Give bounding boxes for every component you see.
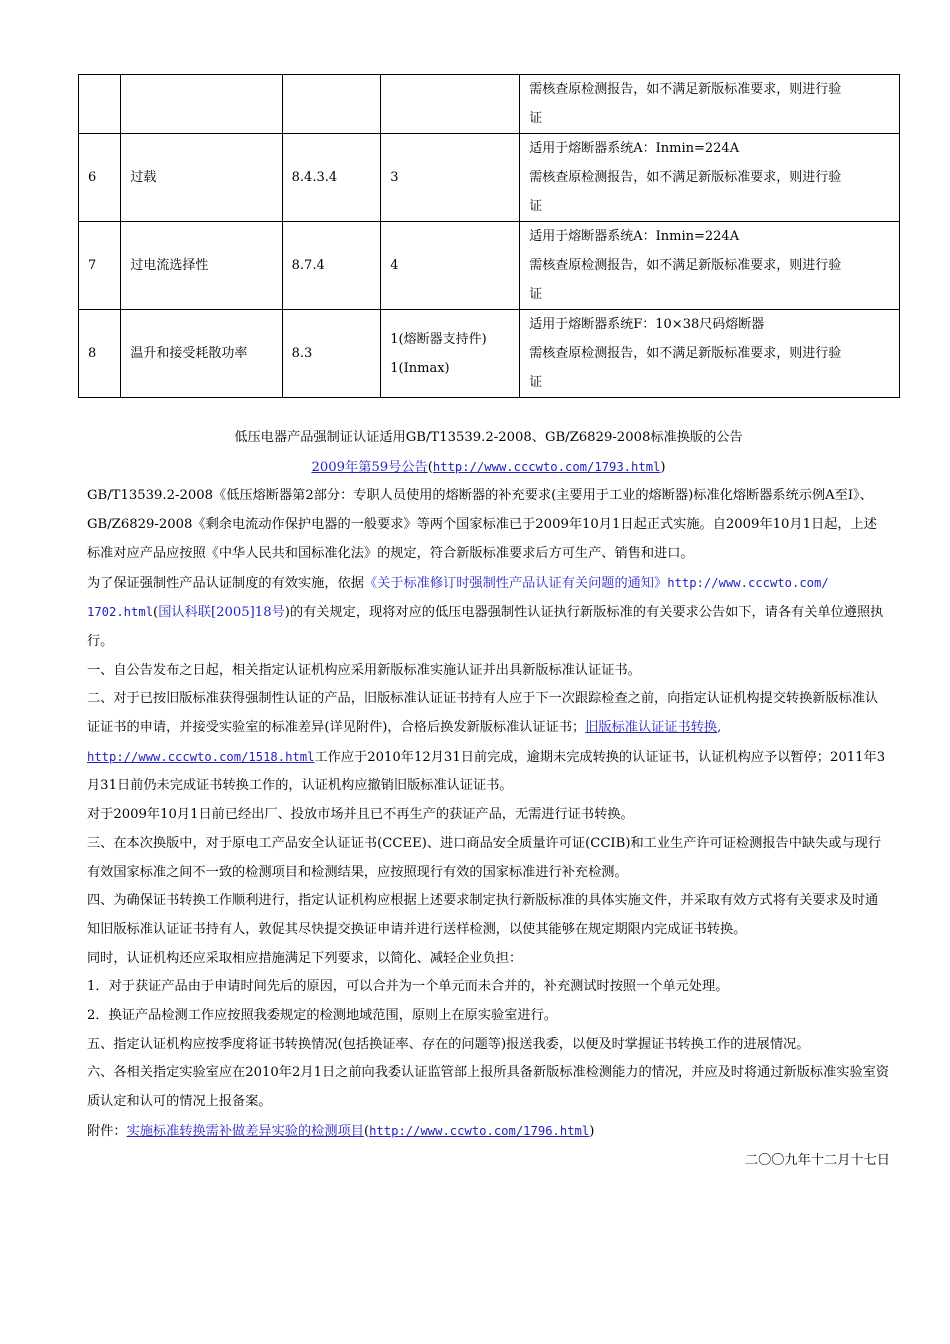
notice-link[interactable]: 2009年第59号公告 xyxy=(311,459,428,475)
item-3: 三、在本次换版中，对于原电工产品安全认证证书(CCEE)、进口商品安全质量许可证(CCIB)和工业生产许可证检测报告中缺失或与现行有效国家标准之间不一致的检测项目和检测结果，应按照现行有效的国家标准进行补充检测。 xyxy=(87,835,882,880)
spec-table-body xyxy=(79,75,900,398)
table-row xyxy=(79,134,900,222)
test-item xyxy=(121,75,282,134)
remark-line: 适用于熔断器系统A：Inmin=224A xyxy=(529,141,740,156)
remark-line: 需核查原检测报告，如不满足新版标准要求，则进行验 xyxy=(529,170,842,185)
item-4-continued: 同时，认证机构还应采取相应措施满足下列要求，以简化、减轻企业负担： xyxy=(87,950,523,966)
quantity-line xyxy=(390,90,519,119)
clause-number xyxy=(282,75,381,134)
remark-line: 证 xyxy=(529,375,543,390)
test-item: 过载 xyxy=(121,134,282,222)
remark-line: 适用于熔断器系统F：10×38尺码熔断器 xyxy=(529,317,765,332)
remark xyxy=(520,75,900,134)
clause-number: 8.4.3.4 xyxy=(282,134,381,222)
quantity-line: 4 xyxy=(390,258,399,273)
certificate-conversion-link[interactable]: 旧版标准认证证书转换 xyxy=(585,720,718,736)
test-item: 过电流选择性 xyxy=(121,222,282,310)
table-row xyxy=(79,75,900,134)
row-number xyxy=(79,75,121,134)
notice-line: 2009年第59号公告(http://www.cccwto.com/1793.html) xyxy=(311,459,666,475)
basis-paragraph: 为了保证强制性产品认证制度的有效实施，依据《关于标准修订时强制性产品认证有关问题的通知》http://www.cccwto.com/ 1702.html(国认科联[2005]18号)的有关规定，现将对应的低压电器强制性认证执行新版标准的有关要求公告如下，请各有关单位遵照执行。 xyxy=(87,575,884,649)
announcement xyxy=(87,424,890,1175)
remark xyxy=(520,134,900,222)
intro-paragraph: GB/T13539.2-2008《低压熔断器第2部分：专职人员使用的熔断器的补充要求(主要用于工业的熔断器)标准化熔断器系统示例A至I》、GB/Z6829-2008《剩余电流动作保护电器的一般要求》等两个国家标准已于2009年10月1日起正式实施。自2009年10月1日起，上述标准对应产品应按照《中华人民共和国标准化法》的规定，符合新版标准要求后方可生产、销售和进口。 xyxy=(87,488,877,561)
item-2: 二、对于已按旧版标准获得强制性认证的产品，旧版标准认证证书持有人应于下一次跟踪检查之前，向指定认证机构提交转换新版标准认证证书的申请，并接受实验室的标准差异(详见附件)，合格后换发新版标准认证证书；旧版标准认证证书转换, http://www.cccwto.com/1518.html工作应于2010年12月31日前完成，逾期未完成转换的认证证书，认证机构应予以暂停；2011年3月31日前仍未完成证书转换工作的，认证机构应撤销旧版标准认证证书。 xyxy=(87,691,886,794)
row-number: 8 xyxy=(79,310,121,398)
item-1: 一、自公告发布之日起，相关指定认证机构应采用新版标准实施认证并出具新版标准认证证书。 xyxy=(87,662,641,678)
remark-line: 适用于熔断器系统A：Inmin=224A xyxy=(529,229,740,244)
item-2-tail: 工作应于2010年12月31日前完成，逾期未完成转换的认证证书，认证机构应予以暂停；2011年3月31日前仍未完成证书转换工作的，认证机构应撤销旧版标准认证证书。 xyxy=(87,749,886,794)
item-2-note: 对于2009年10月1日前已经出厂、投放市场并且已不再生产的获证产品，无需进行证书转换。 xyxy=(87,807,634,823)
row-number: 7 xyxy=(79,222,121,310)
sub-item-2: 2．换证产品检测工作应按照我委规定的检测地域范围，原则上在原实验室进行。 xyxy=(87,1008,557,1024)
row-number: 6 xyxy=(79,134,121,222)
remark xyxy=(520,310,900,398)
remark-line: 需核查原检测报告，如不满足新版标准要求，则进行验 xyxy=(529,82,842,97)
remark-line: 证 xyxy=(529,111,543,126)
quantity-line: 3 xyxy=(390,170,399,185)
date-line: 二〇〇九年十二月十七日 xyxy=(744,1152,890,1168)
basis-tail: 的有关规定，现将对应的低压电器强制性认证执行新版标准的有关要求公告如下，请各有关单位遵照执行。 xyxy=(87,605,884,649)
sample-quantity xyxy=(381,310,520,398)
remark-line: 需核查原检测报告，如不满足新版标准要求，则进行验 xyxy=(529,346,842,361)
announcement-title: 低压电器产品强制证认证适用GB/T13539.2-2008、GB/Z6829-2008标准换版的公告 xyxy=(234,430,743,445)
remark-line: 证 xyxy=(529,199,543,214)
item-5: 五、指定认证机构应按季度将证书转换情况(包括换证率、存在的问题等)报送我委，以便及时掌握证书转换工作的进展情况。 xyxy=(87,1036,810,1052)
basis-lead: 为了保证强制性产品认证制度的有效实施，依据 xyxy=(87,575,364,591)
spec-table xyxy=(78,74,900,398)
attachment-line: 附件：实施标准转换需补做差异实验的检测项目(http://www.ccwto.com/1796.html) xyxy=(87,1123,595,1139)
remark-line: 需核查原检测报告，如不满足新版标准要求，则进行验 xyxy=(529,258,842,273)
remark xyxy=(520,222,900,310)
sample-quantity xyxy=(381,75,520,134)
item-2-lead: 二、对于已按旧版标准获得强制性认证的产品，旧版标准认证证书持有人应于下一次跟踪检查之前，向指定认证机构提交转换新版标准认证证书的申请，并接受实验室的标准差异(详见附件)，合格后换发新版标准认证证书； xyxy=(87,691,879,736)
table-row xyxy=(79,222,900,310)
table-row xyxy=(79,310,900,398)
attachment-link[interactable]: 实施标准转换需补做差异实验的检测项目 xyxy=(126,1123,364,1139)
remark-line: 证 xyxy=(529,287,543,302)
test-item: 温升和接受耗散功率 xyxy=(121,310,282,398)
certificate-conversion-url[interactable]: http://www.cccwto.com/1518.html xyxy=(87,749,315,764)
doc-number-link[interactable]: 国认科联[2005]18号 xyxy=(158,605,285,621)
quantity-line: 1(熔断器支持件) xyxy=(390,331,487,347)
attachment-url[interactable]: http://www.ccwto.com/1796.html xyxy=(369,1123,590,1138)
sub-item-1: 1．对于获证产品由于申请时间先后的原因，可以合并为一个单元而未合并的，补充测试时按照一个单元处理。 xyxy=(87,979,729,995)
attachment-label: 附件： xyxy=(87,1123,127,1139)
notice-url-b[interactable]: 1702.html xyxy=(87,605,154,620)
notice-url-a[interactable]: http://www.cccwto.com/ xyxy=(667,575,829,590)
clause-number: 8.3 xyxy=(282,310,381,398)
item-6: 六、各相关指定实验室应在2010年2月1日之前向我委认证监管部上报所具备新版标准检测能力的情况，并应及时将通过新版标准实验室资质认定和认可的情况上报备案。 xyxy=(87,1065,890,1110)
sample-quantity xyxy=(381,222,520,310)
quantity-line: 1(Inmax) xyxy=(390,360,450,376)
notice-title-link[interactable]: 《关于标准修订时强制性产品认证有关问题的通知》 xyxy=(363,575,668,591)
sample-quantity xyxy=(381,134,520,222)
clause-number: 8.7.4 xyxy=(282,222,381,310)
item-4: 四、为确保证书转换工作顺利进行，指定认证机构应根据上述要求制定执行新版标准的具体实施文件，并采取有效方式将有关要求及时通知旧版标准认证证书持有人，敦促其尽快提交换证申请并进行送样检测，以使其能够在规定期限内完成证书转换。 xyxy=(87,893,879,937)
notice-url-link[interactable]: http://www.cccwto.com/1793.html xyxy=(432,459,661,474)
